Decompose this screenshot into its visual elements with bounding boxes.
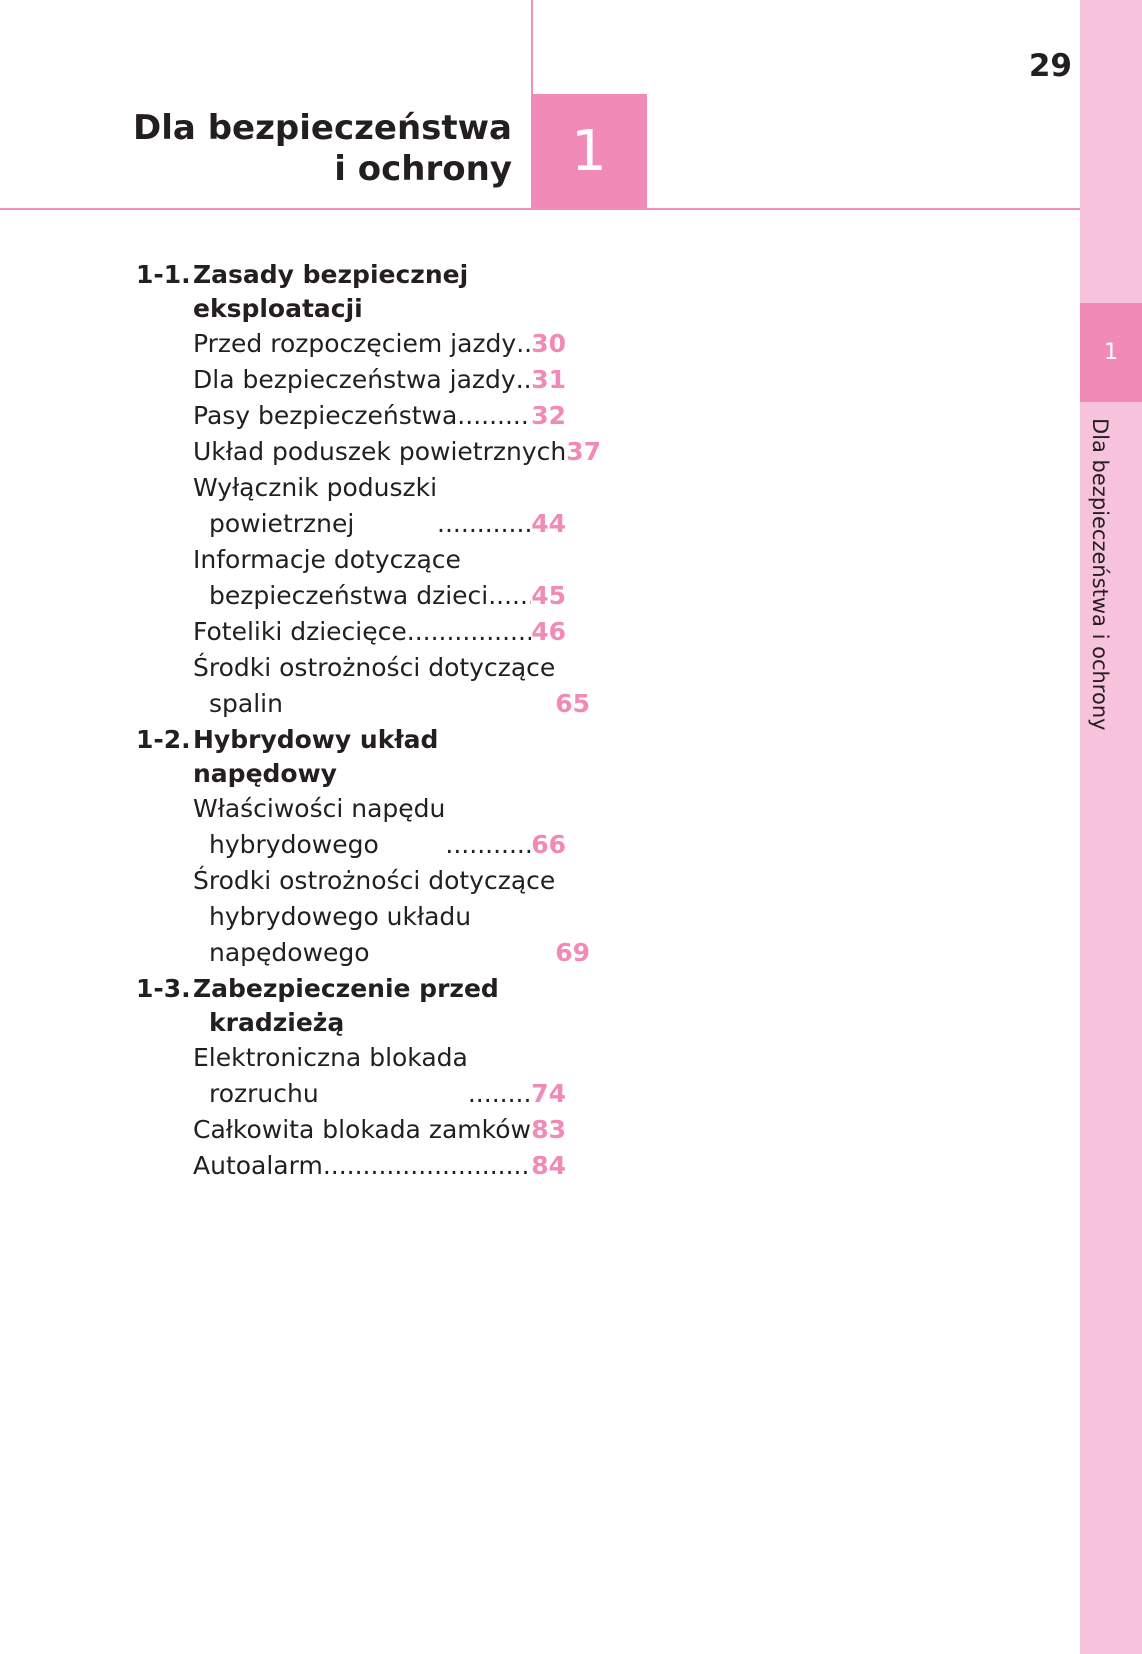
toc-entry-autoalarm[interactable] bbox=[193, 1148, 566, 1184]
entry-title: Przed rozpoczęciem jazdy bbox=[193, 329, 517, 358]
dot-leader bbox=[488, 578, 531, 614]
table-of-contents bbox=[136, 258, 602, 1184]
toc-entry-przed-rozpoczeciem[interactable] bbox=[193, 326, 566, 362]
entry-title bbox=[193, 791, 445, 863]
header-vertical-rule bbox=[531, 0, 533, 94]
toc-entry-wylacznik-poduszki[interactable] bbox=[193, 470, 566, 542]
chapter-title-line2: i ochrony bbox=[334, 149, 512, 189]
entry-page: 37 bbox=[566, 437, 602, 466]
entry-title bbox=[193, 863, 555, 971]
entry-title: Dla bezpieczeństwa jazdy bbox=[193, 365, 516, 394]
entry-title-line2: bezpieczeństwa dzieci bbox=[209, 581, 489, 610]
entry-title-line2: hybrydowego bbox=[209, 830, 379, 859]
toc-entry-informacje-dzieci[interactable] bbox=[193, 542, 566, 614]
entry-title-line2: powietrznej bbox=[209, 509, 355, 538]
dot-leader bbox=[516, 326, 531, 362]
entry-title: Całkowita blokada zamków bbox=[193, 1115, 531, 1144]
entry-page: 84 bbox=[531, 1151, 566, 1180]
entry-title-line2: spalin bbox=[209, 689, 283, 718]
dot-leader bbox=[437, 506, 531, 542]
entry-page: 46 bbox=[531, 617, 566, 646]
entry-page: 83 bbox=[531, 1115, 566, 1144]
toc-section-1-2[interactable] bbox=[136, 723, 566, 791]
chapter-number-box: 1 bbox=[531, 94, 647, 209]
toc-entry-pasy[interactable] bbox=[193, 398, 566, 434]
side-thumb-strip bbox=[1080, 0, 1142, 1654]
toc-entry-foteliki[interactable] bbox=[193, 614, 566, 650]
section-title-line2: kradzieżą bbox=[209, 1008, 345, 1037]
entry-page: 30 bbox=[531, 329, 566, 358]
dot-leader bbox=[323, 1148, 531, 1184]
entry-title bbox=[193, 1040, 468, 1112]
entry-page: 74 bbox=[531, 1079, 566, 1108]
entry-title: Autoalarm bbox=[193, 1151, 323, 1180]
chapter-title bbox=[133, 108, 512, 190]
dot-leader bbox=[516, 362, 531, 398]
section-number: 1-1. bbox=[136, 260, 191, 289]
toc-entry-uklad-poduszek[interactable] bbox=[193, 434, 602, 470]
entry-page: 31 bbox=[531, 365, 566, 394]
entry-title bbox=[193, 650, 555, 722]
entry-page: 45 bbox=[531, 581, 566, 610]
side-tab-label: Dla bezpieczeństwa i ochrony bbox=[1088, 418, 1112, 731]
entry-page: 65 bbox=[555, 689, 591, 718]
entry-page: 66 bbox=[531, 830, 566, 859]
entry-title-line2: hybrydowego układu bbox=[209, 902, 472, 931]
toc-entry-srodki-hybrydowy[interactable] bbox=[193, 863, 591, 971]
entry-title bbox=[193, 542, 488, 614]
entry-title: Układ poduszek powietrznych bbox=[193, 437, 567, 466]
dot-leader bbox=[445, 827, 531, 863]
dot-leader bbox=[457, 398, 531, 434]
toc-section-1-3[interactable] bbox=[136, 972, 566, 1040]
page-number: 29 bbox=[1028, 48, 1072, 84]
section-number: 1-3. bbox=[136, 974, 191, 1003]
toc-entry-spaliny[interactable] bbox=[193, 650, 591, 722]
entry-title bbox=[193, 470, 437, 542]
entry-title-line1: Elektroniczna blokada bbox=[193, 1043, 468, 1072]
toc-entry-blokada-zamkow[interactable] bbox=[193, 1112, 566, 1148]
toc-entry-wlasciwosci-napedu[interactable] bbox=[193, 791, 566, 863]
entry-title-line2: rozruchu bbox=[209, 1079, 319, 1108]
entry-title: Pasy bezpieczeństwa bbox=[193, 401, 458, 430]
dot-leader bbox=[468, 1076, 531, 1112]
section-title: Zasady bezpiecznej eksploatacji bbox=[193, 260, 469, 323]
entry-page: 44 bbox=[531, 509, 566, 538]
section-title: Hybrydowy układ napędowy bbox=[193, 725, 439, 788]
entry-title-line1: Informacje dotyczące bbox=[193, 545, 461, 574]
dot-leader bbox=[407, 614, 531, 650]
toc-section-1-1[interactable] bbox=[136, 258, 566, 326]
chapter-title-line1: Dla bezpieczeństwa bbox=[133, 108, 512, 148]
section-number: 1-2. bbox=[136, 725, 191, 754]
section-title bbox=[193, 972, 566, 1040]
section-title-line1: Zabezpieczenie przed bbox=[193, 974, 499, 1003]
entry-page: 69 bbox=[555, 938, 591, 967]
entry-title-line1: Wyłącznik poduszki bbox=[193, 473, 438, 502]
entry-title-line1: Środki ostrożności dotyczące bbox=[193, 653, 556, 682]
side-tab-chapter[interactable]: 1 bbox=[1080, 303, 1142, 402]
entry-title: Foteliki dziecięce bbox=[193, 617, 407, 646]
entry-page: 32 bbox=[531, 401, 566, 430]
entry-title-line1: Środki ostrożności dotyczące bbox=[193, 866, 556, 895]
entry-title-line1: Właściwości napędu bbox=[193, 794, 446, 823]
entry-title-line3: napędowego bbox=[209, 938, 370, 967]
toc-entry-blokada-rozruchu[interactable] bbox=[193, 1040, 566, 1112]
toc-entry-dla-bezpieczenstwa-jazdy[interactable] bbox=[193, 362, 566, 398]
